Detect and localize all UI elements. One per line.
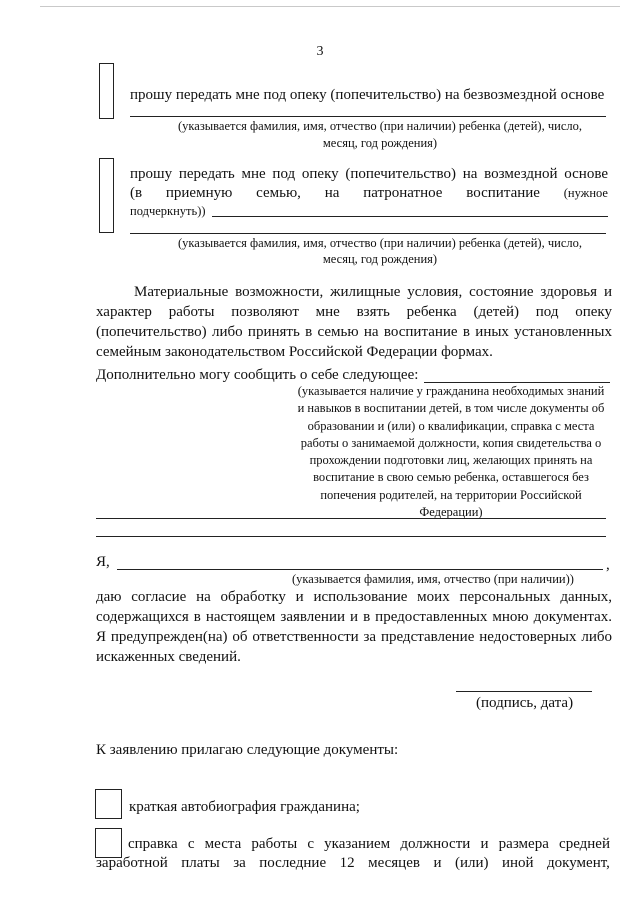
word: указанием [324,836,391,852]
paragraph-line: Я предупрежден(на) об ответственности за представление недостоверных либо [96,629,612,645]
word: за [233,855,246,871]
consent-paragraph [96,587,612,667]
option2-note: (нужное [563,186,608,200]
word: средней [559,836,610,852]
word: месяцев [368,855,420,871]
word: с [187,836,195,852]
option2-checkbox[interactable] [99,158,114,233]
option1-hint-1: (указывается фамилия, имя, отчество (при наличии) ребенка (детей), число, [178,119,582,133]
consent-comma: , [606,557,610,573]
hint-line: (указывается наличие у гражданина необходимых знаний [297,384,605,398]
hint-line: прохождении подготовки лиц, желающих принять на [309,453,593,468]
option1-hint-2: месяц, год рождения) [322,136,438,150]
attachment2-line1 [128,835,610,853]
material-paragraph [96,282,612,362]
option2-fill-line-2[interactable] [130,233,606,234]
hint-line: и навыков в воспитании детей, в том числе документы об [297,401,605,416]
option1-fill-line[interactable] [130,116,606,117]
page-number: 3 [316,44,324,59]
word: иной [501,855,534,871]
hint-line: воспитание в свою семью ребенка, оставшегося без [313,470,589,485]
hint-line: образовании и (или) о квалификации, справка с места [307,418,595,433]
option2-word: патронатное [363,185,443,201]
option2-word: воспитание [466,185,540,201]
hint-line: Федерации) [419,505,483,520]
option2-hint-1: (указывается фамилия, имя, отчество (при наличии) ребенка (детей), число, [178,236,582,250]
paragraph-line: искаженных сведений. [96,649,241,665]
word: должности [400,836,471,852]
attachment2-line2 [96,854,610,872]
word: и [433,855,442,871]
word: последние [259,855,327,871]
consent-name-line[interactable] [117,569,603,570]
word: документ, [547,855,610,871]
option2-word: семью, [256,185,301,201]
option2-word: приемную [165,185,233,201]
word: 12 [339,855,355,871]
option2-word: на [324,185,340,201]
word: с [307,836,314,852]
hint-line: попечения родителей, на территории Российской [320,487,582,502]
scan-top-edge [40,6,620,7]
option2-fill-line-1[interactable] [212,216,608,217]
paragraph-line: характер работы позволяют мне взять ребенка (детей) под опеку [96,304,612,320]
consent-ya: Я, [96,554,110,570]
word: и [480,836,489,852]
paragraph-line: содержащихся в настоящем заявлении и в предоставленных мною документах. [96,609,612,625]
paragraph-line: даю согласие на обработку и использование моих персональных данных, [96,589,612,605]
attachment1-text: краткая автобиография гражданина; [129,799,360,815]
option2-line3: подчеркнуть)) [130,204,206,218]
word: работы [251,836,298,852]
word: заработной [96,855,168,871]
attachment1-checkbox[interactable] [95,789,122,819]
word: места [204,836,242,852]
attachments-heading: К заявлению прилагаю следующие документы: [96,742,399,758]
consent-hint: (указывается фамилия, имя, отчество (при наличии)) [292,572,574,586]
option2-line1: прошу передать мне под опеку (попечительство) на возмездной основе [130,166,608,182]
paragraph-line: (попечительство) либо принять в семью на воспитание в иных установленных [96,324,612,340]
option1-checkbox[interactable] [99,63,114,119]
word: (или) [454,855,489,871]
additional-hint [288,383,614,521]
word: справка [128,836,178,852]
additional-fill-line-2[interactable] [96,518,606,519]
paragraph-line: Материальные возможности, жилищные условия, состояние здоровья и [134,284,612,300]
signature-line[interactable] [456,691,592,692]
additional-fill-line-3[interactable] [96,536,606,537]
option2-line2 [130,184,608,202]
option2-hint-2: месяц, год рождения) [322,252,438,266]
word: платы [181,855,220,871]
hint-line: работы о занимаемой должности, копия свидетельства о [300,435,602,450]
additional-label: Дополнительно могу сообщить о себе следующее: [96,367,419,383]
option2-word: (в [130,185,143,201]
option1-text: прошу передать мне под опеку (попечительство) на безвозмездной основе [130,87,605,103]
word: размера [498,836,549,852]
signature-label: (подпись, дата) [476,695,574,711]
paragraph-line: семейным законодательством Российской Федерации формах. [96,344,493,360]
